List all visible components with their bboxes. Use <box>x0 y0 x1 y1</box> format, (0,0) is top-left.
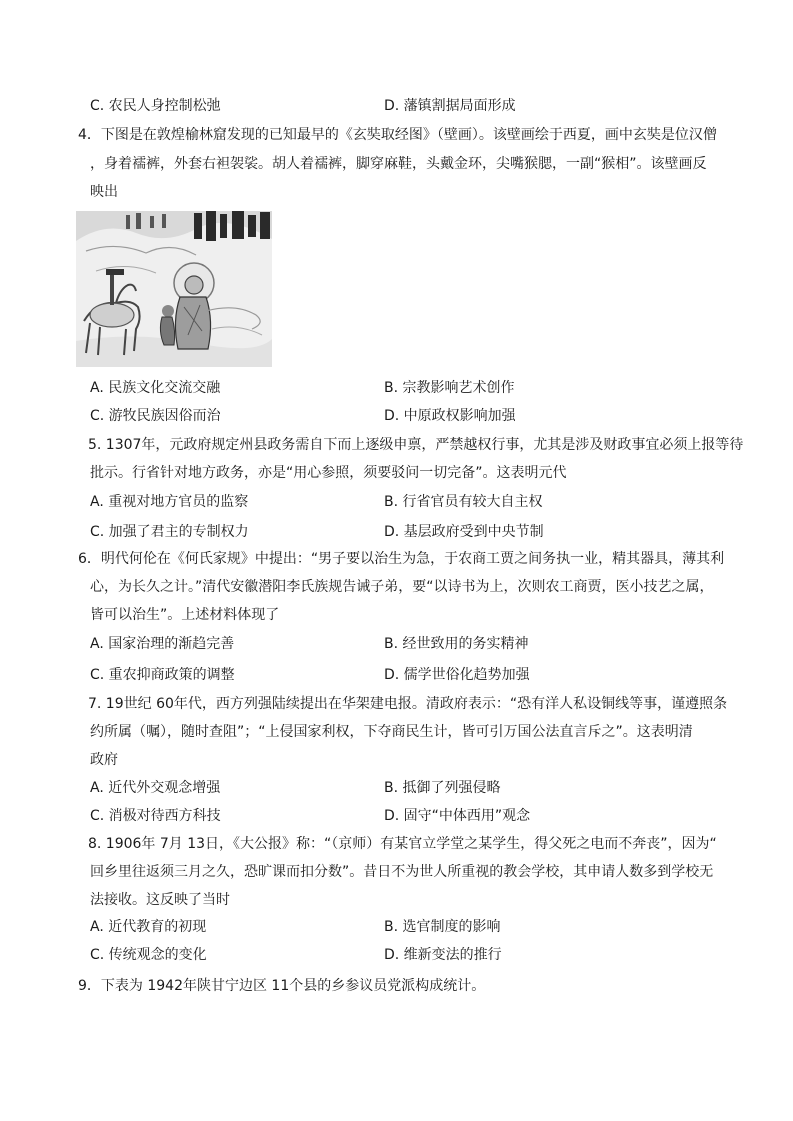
q7-option-a: A. 近代外交观念增强 <box>90 780 221 796</box>
q4-stem-line-2: ，身着襦裤，外套右袒袈裟。胡人着襦裤，脚穿麻鞋，头戴金环，尖嘴猴腮，一副“猴相”。该壁画反 <box>90 156 707 172</box>
q6-option-a: A. 国家治理的渐趋完善 <box>90 636 235 652</box>
q5-option-d: D. 基层政府受到中央节制 <box>384 524 544 540</box>
q3-option-c: C. 农民人身控制松弛 <box>90 98 221 114</box>
q6-stem-line-3: 皆可以治生”。上述材料体现了 <box>90 607 280 623</box>
q6-stem-line-1: 6．明代何伦在《何氏家规》中提出：“男子要以治生为急，于农商工贾之间务执一业，精其器具，薄其利 <box>78 551 725 567</box>
q6-option-c: C. 重农抑商政策的调整 <box>90 667 235 683</box>
q5-option-a: A. 重视对地方官员的监察 <box>90 494 249 510</box>
q6-option-b: B. 经世致用的务实精神 <box>384 636 529 652</box>
q5-stem-line-1: 5. 1307年，元政府规定州县政务需自下而上逐级申禀，严禁越权行事，尤其是涉及财政事宜必须上报等待 <box>88 437 744 453</box>
q9-stem-line-1: 9．下表为 1942年陕甘宁边区 11个县的乡参议员党派构成统计。 <box>78 978 486 994</box>
q5-stem-line-2: 批示。行省针对地方政务，亦是“用心参照，须要驳问一切完备”。这表明元代 <box>90 465 567 481</box>
q6-stem-line-2: 心，为长久之计。”清代安徽潜阳李氏族规告诫子弟，要“以诗书为上，次则农工商贾，医小技艺之属， <box>90 579 714 595</box>
q8-option-d: D. 维新变法的推行 <box>384 947 502 963</box>
q8-option-c: C. 传统观念的变化 <box>90 947 207 963</box>
q4-stem-line-1: 4．下图是在敦煌榆林窟发现的已知最早的《玄奘取经图》（壁画）。该壁画绘于西夏，画中玄奘是位汉僧 <box>78 127 717 143</box>
q8-stem-line-1: 8. 1906年 7月 13日，《大公报》称：“（京师）有某官立学堂之某学生，得父死之电而不奔丧”，因为“ <box>88 836 717 852</box>
q4-option-d: D. 中原政权影响加强 <box>384 408 516 424</box>
q7-stem-line-1: 7. 19世纪 60年代，西方列强陆续提出在华架建电报。清政府表示：“恐有洋人私设铜线等事，谨遵照条 <box>88 696 728 712</box>
q7-option-c: C. 消极对待西方科技 <box>90 808 221 824</box>
q7-option-d: D. 固守“中体西用”观念 <box>384 808 531 824</box>
q8-stem-line-3: 法接收。这反映了当时 <box>90 892 230 908</box>
q7-option-b: B. 抵御了列强侵略 <box>384 780 501 796</box>
q7-stem-line-2: 约所属（嘱），随时查阻”；“上侵国家利权，下夺商民生计，皆可引万国公法直言斥之”。这表明清 <box>90 724 693 740</box>
q8-option-b: B. 选官制度的影响 <box>384 919 501 935</box>
q5-option-c: C. 加强了君主的专制权力 <box>90 524 249 540</box>
q4-option-b: B. 宗教影响艺术创作 <box>384 380 515 396</box>
q4-option-a: A. 民族文化交流交融 <box>90 380 221 396</box>
q8-option-a: A. 近代教育的初现 <box>90 919 207 935</box>
q3-option-d: D. 藩镇割据局面形成 <box>384 98 516 114</box>
q5-option-b: B. 行省官员有较大自主权 <box>384 494 543 510</box>
q4-option-c: C. 游牧民族因俗而治 <box>90 408 221 424</box>
q6-option-d: D. 儒学世俗化趋势加强 <box>384 667 530 683</box>
xuanzang-mural-image <box>76 211 272 367</box>
q7-stem-line-3: 政府 <box>90 752 118 768</box>
q8-stem-line-2: 回乡里往返须三月之久，恐旷课而扣分数”。昔日不为世人所重视的教会学校，其申请人数多到学校无 <box>90 864 714 880</box>
q4-stem-line-3: 映出 <box>90 184 118 200</box>
